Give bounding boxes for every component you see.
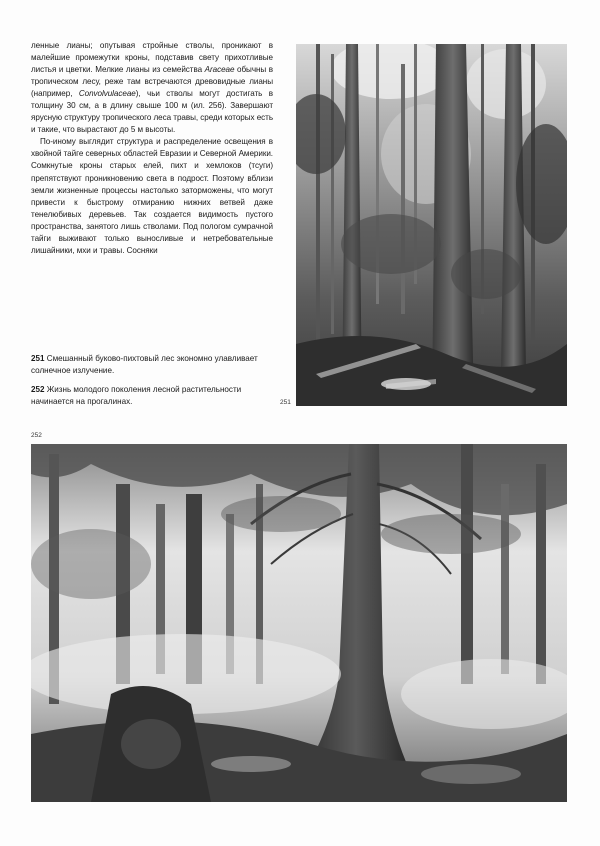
term-convolvulaceae: Convolvulaceae: [78, 89, 136, 99]
photo-251-image: [296, 44, 567, 406]
figure-251-label: 251: [280, 399, 291, 406]
paragraph-1-part-3: ), чьи стволы могут достигать в толщину 30 см, а в длину свыше 100 м (ил. 256). Завершают ярусную структуру тропического леса травы, среди которых есть и такие, что вырастают до 5 м высоты.: [31, 89, 273, 135]
photo-251-beech-fir-forest: [296, 44, 567, 406]
figure-252-label: 252: [31, 432, 42, 439]
caption-252: [31, 384, 271, 407]
photo-252-image: [31, 444, 567, 802]
paragraph-1: [31, 40, 273, 136]
caption-252-text: Жизнь молодого поколения лесной растительности начинается на прогалинах.: [31, 385, 242, 406]
caption-251: [31, 353, 271, 376]
paragraph-2: По-иному выглядит структура и распределение освещения в хвойной тайге северных областей Евразии и Северной Америки. Сомкнутые кроны старых елей, пихт и хемлоков (тсуги) препятствуют проникновению света в подрост. Поэтому вблизи земли жизненные процессы настолько заторможены, что могут привести к быстрому отмиранию нижних ветвей даже тенелюбивых деревьев. Так создается видимость пустого пространства, занятого лишь стволами. Под пологом сумрачной тайги выживают только выносливые и нетребовательные лишайники, мхи и травы. Сосняки: [31, 137, 273, 255]
caption-251-text: Смешанный буково-пихтовый лес экономно улавливает солнечное излучение.: [31, 354, 258, 375]
photo-252-forest-clearing: [31, 444, 567, 802]
caption-251-number: 251: [31, 354, 45, 363]
body-text-column: [31, 40, 273, 257]
paragraph-1-part-2: обычны в тропическом лесу, реже там встречаются древовидные лианы (например,: [31, 65, 273, 99]
paragraph-1-part-1: ленные лианы; опутывая стройные стволы, проникают в малейшие промежутки кроны, подставив свету прихотливые листья и цветки. Мелкие лианы из семейства: [31, 41, 273, 75]
term-araceae: Araceae: [204, 65, 235, 75]
caption-252-number: 252: [31, 385, 45, 394]
